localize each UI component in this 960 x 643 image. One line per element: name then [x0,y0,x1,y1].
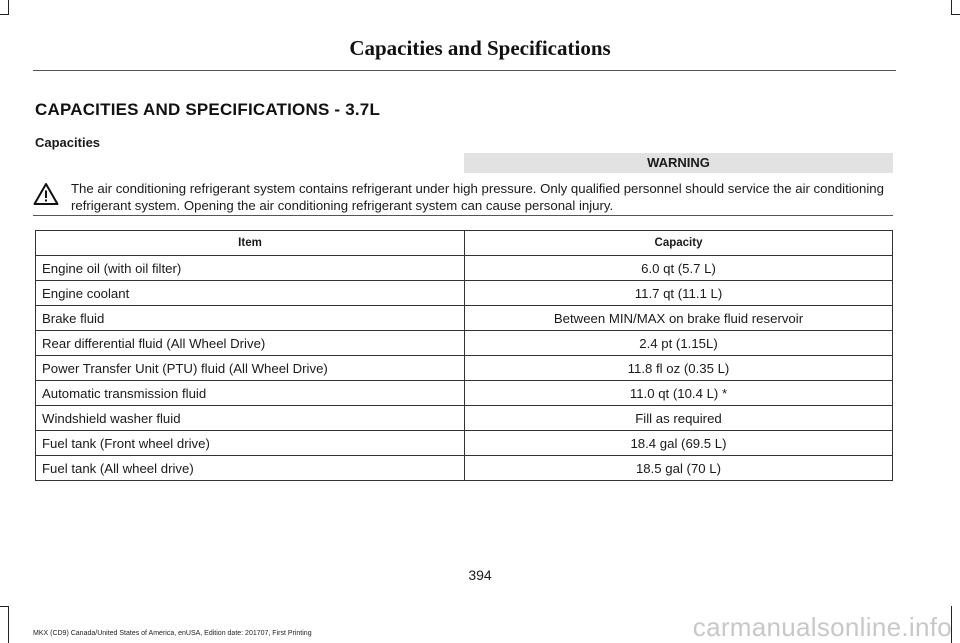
crop-mark [0,14,9,15]
watermark: carmanualsonline.info [692,612,952,642]
table-row [36,331,893,356]
page-number: 394 [468,567,492,583]
capacity-cell: 18.4 gal (69.5 L) [465,431,893,456]
crop-mark [8,606,9,643]
capacity-cell: 6.0 qt (5.7 L) [465,256,893,281]
warning-triangle-icon [33,182,59,206]
table-row [36,356,893,381]
item-cell: Power Transfer Unit (PTU) fluid (All Wheel Drive) [36,356,465,381]
capacity-cell: 11.7 qt (11.1 L) [465,281,893,306]
header-divider [33,70,896,71]
warning-text: The air conditioning refrigerant system contains refrigerant under high pressure. Only qualified personnel should service the air conditioning refrigerant system. Opening the air conditioning refrigerant system can cause personal injury. [71,181,884,213]
table-header-row [36,231,893,256]
item-cell: Fuel tank (All wheel drive) [36,456,465,481]
item-cell: Brake fluid [36,306,465,331]
item-cell: Rear differential fluid (All Wheel Drive) [36,331,465,356]
table-row [36,256,893,281]
sub-heading: Capacities [35,135,101,150]
warning-label: WARNING [464,153,893,173]
item-cell: Fuel tank (Front wheel drive) [36,431,465,456]
crop-mark [0,606,9,607]
item-cell: Automatic transmission fluid [36,381,465,406]
item-cell: Engine oil (with oil filter) [36,256,465,281]
section-heading: CAPACITIES AND SPECIFICATIONS - 3.7L [35,100,381,119]
column-header-capacity: Capacity [465,231,893,256]
crop-mark [951,14,960,15]
table-row [36,406,893,431]
capacity-cell: Between MIN/MAX on brake fluid reservoir [465,306,893,331]
table-row [36,281,893,306]
table-row [36,431,893,456]
crop-mark [8,0,9,14]
table-row [36,306,893,331]
warning-divider [33,215,893,216]
edition-footer: MKX (CD9) Canada/United States of America, enUSA, Edition date: 201707, First Printing [33,630,312,637]
capacities-table [35,230,893,481]
item-cell: Engine coolant [36,281,465,306]
capacity-cell: 2.4 pt (1.15L) [465,331,893,356]
column-header-item: Item [36,231,465,256]
crop-mark [951,0,952,14]
table-row [36,456,893,481]
page-title: Capacities and Specifications [349,36,611,60]
capacity-cell: 11.0 qt (10.4 L) * [465,381,893,406]
item-cell: Windshield washer fluid [36,406,465,431]
capacity-cell: 18.5 gal (70 L) [465,456,893,481]
table-row [36,381,893,406]
capacity-cell: Fill as required [465,406,893,431]
capacity-cell: 11.8 fl oz (0.35 L) [465,356,893,381]
